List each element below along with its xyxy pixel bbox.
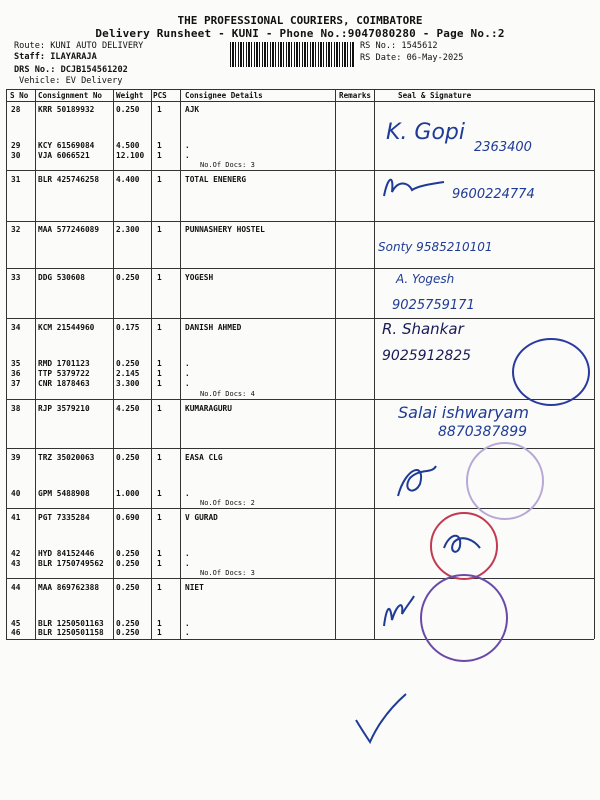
docs-count: No.Of Docs: 2 (200, 499, 255, 507)
rs-number: RS No.: 1545612 (360, 41, 438, 51)
row-divider (6, 318, 594, 319)
col-border (6, 89, 7, 639)
docs-count: No.Of Docs: 3 (200, 161, 255, 169)
docs-count: No.Of Docs: 4 (200, 390, 255, 398)
barcode-graphic (230, 42, 355, 67)
col-border (35, 89, 36, 639)
table-top-border (6, 89, 594, 90)
signature-handwritten: Salai ishwaryam (398, 403, 529, 422)
rs-date: RS Date: 06-May-2025 (360, 53, 464, 63)
col-seal-header: Seal & Signature (398, 91, 472, 100)
col-border (594, 89, 595, 639)
signature-phone: 8870387899 (438, 424, 528, 440)
col-border (374, 89, 375, 639)
signature-scribble-icon (392, 456, 440, 502)
signature-phone: 2363400 (474, 140, 532, 155)
row-divider (6, 221, 594, 222)
company-title: THE PROFESSIONAL COURIERS, COIMBATORE (177, 14, 423, 27)
col-weight-header: Weight (116, 91, 144, 100)
signature-scribble-icon (378, 590, 418, 634)
table-bottom-border (6, 639, 594, 640)
row-divider (6, 578, 594, 579)
col-sno-header: S No (10, 91, 29, 100)
signature-handwritten: K. Gopi (386, 120, 465, 145)
col-border (180, 89, 181, 639)
route-label: Route: KUNI AUTO DELIVERY (14, 41, 144, 51)
drs-number: DRS No.: DCJB154561202 (14, 65, 128, 75)
signature-scribble-icon (378, 172, 448, 200)
row-divider (6, 268, 594, 269)
row-divider (6, 170, 594, 171)
signature-handwritten: A. Yogesh (396, 272, 455, 286)
signature-phone: 9600224774 (452, 187, 535, 202)
niet-stamp-icon (420, 574, 508, 662)
col-consignment-header: Consignment No (38, 91, 103, 100)
signature-scribble-icon (440, 528, 484, 558)
signature-phone: 9025912825 (382, 348, 472, 364)
col-consignee-header: Consignee Details (185, 91, 263, 100)
col-border (113, 89, 114, 639)
signature-phone: Sonty 9585210101 (378, 240, 493, 254)
runsheet-subtitle: Delivery Runsheet - KUNI - Phone No.:9047080280 - Page No.:2 (95, 27, 505, 40)
vehicle-label: Vehicle: EV Delivery (19, 76, 123, 86)
college-stamp-icon (466, 442, 544, 520)
staff-label: Staff: ILAYARAJA (14, 52, 97, 62)
signature-phone: 9025759171 (392, 298, 475, 313)
row-divider (6, 399, 594, 400)
security-stamp-icon (512, 338, 590, 406)
col-remarks-header: Remarks (339, 91, 372, 100)
header-divider (6, 101, 594, 102)
signature-handwritten: R. Shankar (382, 320, 464, 338)
checkmark-icon (352, 690, 410, 746)
docs-count: No.Of Docs: 3 (200, 569, 255, 577)
runsheet-page: THE PROFESSIONAL COURIERS, COIMBATORE Delivery Runsheet - KUNI - Phone No.:9047080280 - Page No.:2 Route: KUNI AUTO DELIVERY Staff: ILAYARAJA DRS No.: DCJB154561202 Vehicle: EV Delivery RS No.: 1545612 RS Date: 06-May-2025 S No Consignment No Weight PCS Consignee Details Remarks Seal & Signature 28 KRR 50189932 0.250 1 AJK 29 KCY 61569084 4.500 1 . 30 VJA 6066521 12.100 1 . No.Of Docs: 3 31 BLR 425746258 4.400 1 TOTAL ENENERG 32 MAA 577246089 2.300 1 PUNNASHERY HOSTEL 33 DDG 530608 0.250 1 YOGESH 34 KCM 21544960 0.175 1 DANISH AHMED 35 RMD 1701123 0.250 1 . 36 TTP 5379722 2.145 1 . 37 CNR 1878463 3.300 1 . No.Of Docs: 4 38 RJP 3579210 4.250 1 KUMARAGURU 39 TRZ 35020063 0.250 1 EASA CLG 40 GPM 5488908 1.000 1 . No.Of Docs: 2 41 PGT 7335284 0.690 1 V GURAD 42 HYD 84152446 0.250 1 . 43 BLR 1750749562 0.250 1 . No.Of Docs: 3 44 MAA 869762388 0.250 1 NIET 45 BLR 1250501163 0.250 1 . 46 BLR 1250501158 0.250 1 . K. Gopi 2363400 9600224774 Sonty 9585210101 A. Yogesh 9025759171 R. Shankar 9025912825 Salai ishwaryam 8870387899 (0, 0, 600, 800)
col-pcs-header: PCS (153, 91, 167, 100)
col-border (151, 89, 152, 639)
col-border (335, 89, 336, 639)
